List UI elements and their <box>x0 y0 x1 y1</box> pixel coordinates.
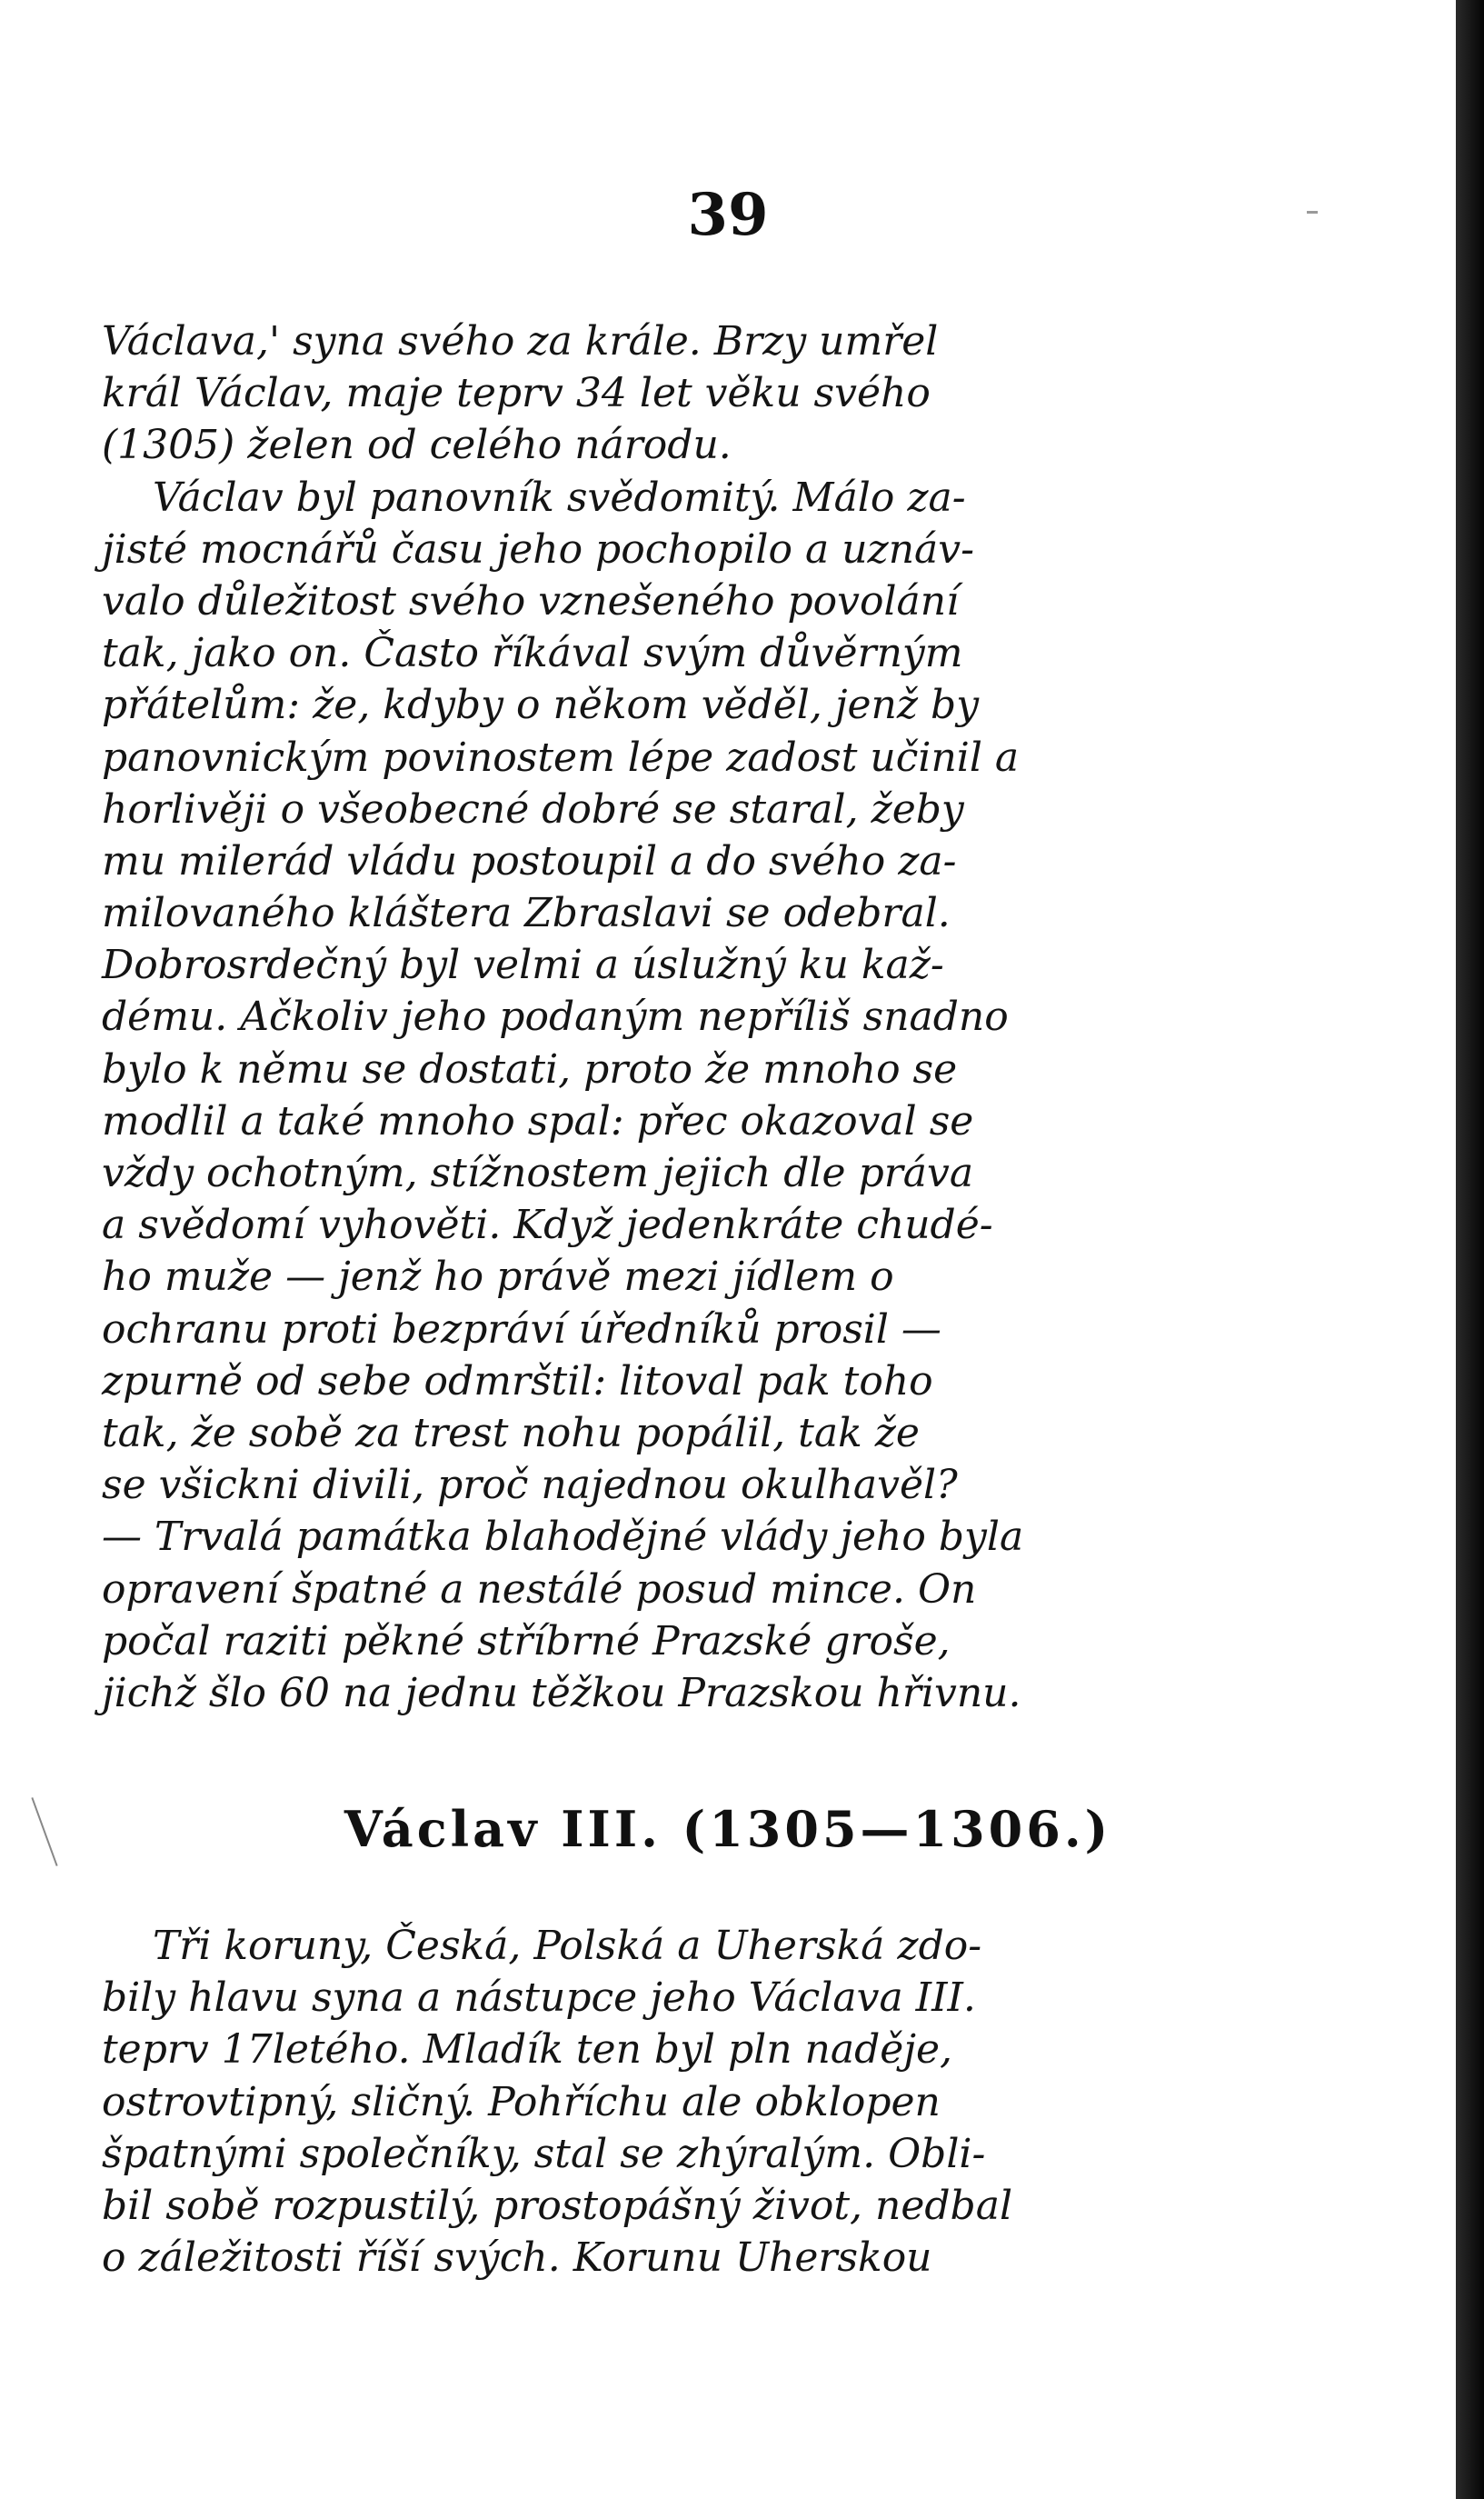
text-line: Dobrosrdečný byl velmi a úslužný ku kaž- <box>102 942 944 989</box>
text-line: král Václav, maje teprv 34 let věku svého <box>102 370 931 417</box>
text-line: špatnými společníky, stal se zhýralým. Obli- <box>102 2130 986 2177</box>
text-line: a svědomí vyhověti. Když jedenkráte chudé- <box>102 1202 993 1249</box>
text-line: počal raziti pěkné stříbrné Prazské groše, <box>102 1617 951 1664</box>
text-line: ho muže — jenž ho právě mezi jídlem o <box>102 1254 894 1301</box>
text-line: — Trvalá památka blahodějné vlády jeho byla <box>102 1514 1024 1561</box>
text-line: teprv 17letého. Mladík ten byl pln naděje, <box>102 2026 952 2074</box>
text-line: ostrovtipný, sličný. Pohříchu ale obklopen <box>102 2078 941 2125</box>
scan-edge-shadow <box>1456 0 1484 2499</box>
page-number: 39 <box>687 181 769 249</box>
text-line: bily hlavu syna a nástupce jeho Václava III. <box>102 1974 976 2022</box>
text-line: přátelům: že, kdyby o někom věděl, jenž by <box>102 682 980 729</box>
text-line: dému. Ačkoliv jeho podaným nepříliš snadno <box>102 994 1009 1041</box>
text-line: mu milerád vládu postoupil a do svého za- <box>102 837 957 885</box>
text-line: milovaného kláštera Zbraslavi se odebral. <box>102 890 951 937</box>
text-line: o záležitosti říší svých. Korunu Uherskou <box>102 2234 932 2282</box>
text-line: (1305) želen od celého národu. <box>102 422 732 469</box>
text-line: bylo k němu se dostati, proto že mnoho se <box>102 1045 958 1093</box>
scan-speck <box>1307 211 1318 214</box>
text-line: Václav byl panovník svědomitý. Málo za- <box>102 474 966 521</box>
text-line: modlil a také mnoho spal: přec okazoval se <box>102 1097 974 1145</box>
text-line: tak, jako on. Často říkával svým důvěrným <box>102 630 963 677</box>
text-line: Václava,' syna svého za krále. Brzy umřel <box>102 318 939 365</box>
text-line: panovnickým povinostem lépe zadost učinil a <box>102 734 1020 781</box>
text-line: horlivěji o všeobecné dobré se staral, žeby <box>102 785 964 833</box>
text-line: ochranu proti bezpráví úředníků prosil — <box>102 1305 941 1353</box>
text-line: Tři koruny, Česká, Polská a Uherská zdo- <box>102 1923 982 1969</box>
text-line: opravení špatné a nestálé posud mince. On <box>102 1565 977 1613</box>
paragraph-vaclav-iii <box>102 1920 1263 2284</box>
text-line: jisté mocnářů času jeho pochopilo a uznáv- <box>102 525 975 573</box>
text-line: jichž šlo 60 na jednu těžkou Prazskou hřivnu. <box>102 1669 1021 1716</box>
section-heading: Václav III. (1305—1306.) <box>344 1800 1112 1858</box>
text-line: se všickni divili, proč najednou okulhavěl? <box>102 1462 958 1509</box>
text-line: valo důležitost svého vznešeného povolání <box>102 577 960 625</box>
text-line: bil sobě rozpustilý, prostopášný život, nedbal <box>102 2182 1013 2229</box>
text-line: tak, že sobě za trest nohu popálil, tak že <box>102 1409 920 1456</box>
paragraph-reign-of-vaclav-ii <box>102 315 1263 1719</box>
text-line: vždy ochotným, stížnostem jejich dle práva <box>102 1150 974 1196</box>
text-line: zpurně od sebe odmrštil: litoval pak toho <box>102 1357 933 1404</box>
